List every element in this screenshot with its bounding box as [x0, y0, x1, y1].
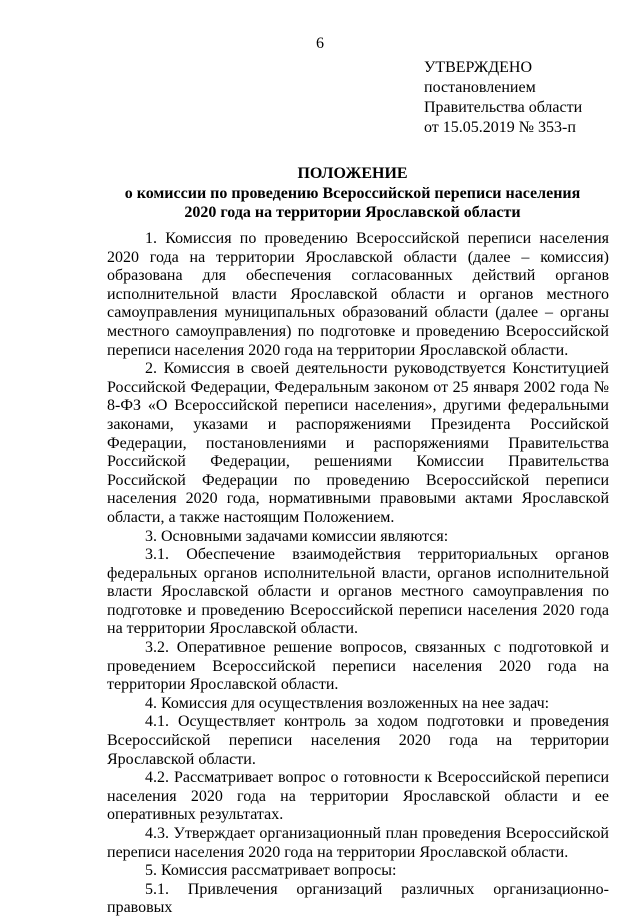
approval-line: постановлением	[424, 79, 536, 96]
approval-stamp	[424, 58, 582, 138]
approval-line: Правительства области	[424, 99, 583, 116]
paragraph-2: 2. Комиссия в своей деятельности руководствуется Конституцией Российской Федерации, Федеральным законом от 25 января 2002 года № 8-ФЗ «О Всероссийской переписи населения», другими федеральными законами, указами и распоряжениями Президента Российской Федерации, постановлениями и распоряжениями Правительства Российской Федерации, решениями Комиссии Правительства Российской Федерации по проведению Всероссийской переписи населения 2020 года, нормативными правовыми актами Ярославской области, а также настоящим Положением.	[107, 360, 609, 526]
paragraph-3-1: 3.1. Обеспечение взаимодействия территориальных органов федеральных органов исполнительной власти, органов исполнительной власти Ярославской области и органов местного самоуправления по подготовке и проведению Всероссийской переписи населения 2020 года на территории Ярославской области.	[107, 546, 609, 638]
paragraph-5-1: 5.1. Привлечения организаций различных организационно-правовых	[107, 880, 609, 917]
paragraph-4: 4. Комиссия для осуществления возложенных на нее задач:	[145, 694, 550, 712]
document-heading	[100, 164, 605, 223]
paragraph-1: 1. Комиссия по проведению Всероссийской переписи населения 2020 года на территории Ярославской области (далее – комиссия) образована для обеспечения согласованных действий органов исполнительной власти Ярославской области и органов местного самоуправления муниципальных образований области (далее – органы местного самоуправления) по подготовке и проведению Всероссийской переписи населения 2020 года на территории Ярославской области.	[107, 230, 609, 359]
paragraph-4-2: 4.2. Рассматривает вопрос о готовности к Всероссийской переписи населения 2020 года на территории Ярославской области и ее оперативных результатах.	[107, 769, 609, 824]
document-title: ПОЛОЖЕНИЕ	[297, 165, 408, 182]
paragraph-4-1: 4.1. Осуществляет контроль за ходом подготовки и проведения Всероссийской переписи населения 2020 года на территории Ярославской области.	[107, 713, 609, 768]
approval-line: от 15.05.2019 № 353-п	[424, 119, 576, 136]
document-body	[107, 230, 609, 918]
page-number: 6	[316, 35, 324, 52]
document-subtitle: 2020 года на территории Ярославской области	[184, 204, 521, 221]
paragraph-3: 3. Основными задачами комиссии являются:	[145, 527, 449, 545]
document-subtitle: о комиссии по проведению Всероссийской переписи населения	[124, 184, 581, 202]
paragraph-5: 5. Комиссия рассматривает вопросы:	[145, 862, 397, 880]
paragraph-4-3: 4.3. Утверждает организационный план проведения Всероссийской переписи населения 2020 года на территории Ярославской области.	[107, 825, 609, 861]
approval-line: УТВЕРЖДЕНО	[424, 59, 533, 76]
paragraph-3-2: 3.2. Оперативное решение вопросов, связанных с подготовкой и проведением Всероссийской переписи населения 2020 года на территории Ярославской области.	[107, 639, 609, 694]
